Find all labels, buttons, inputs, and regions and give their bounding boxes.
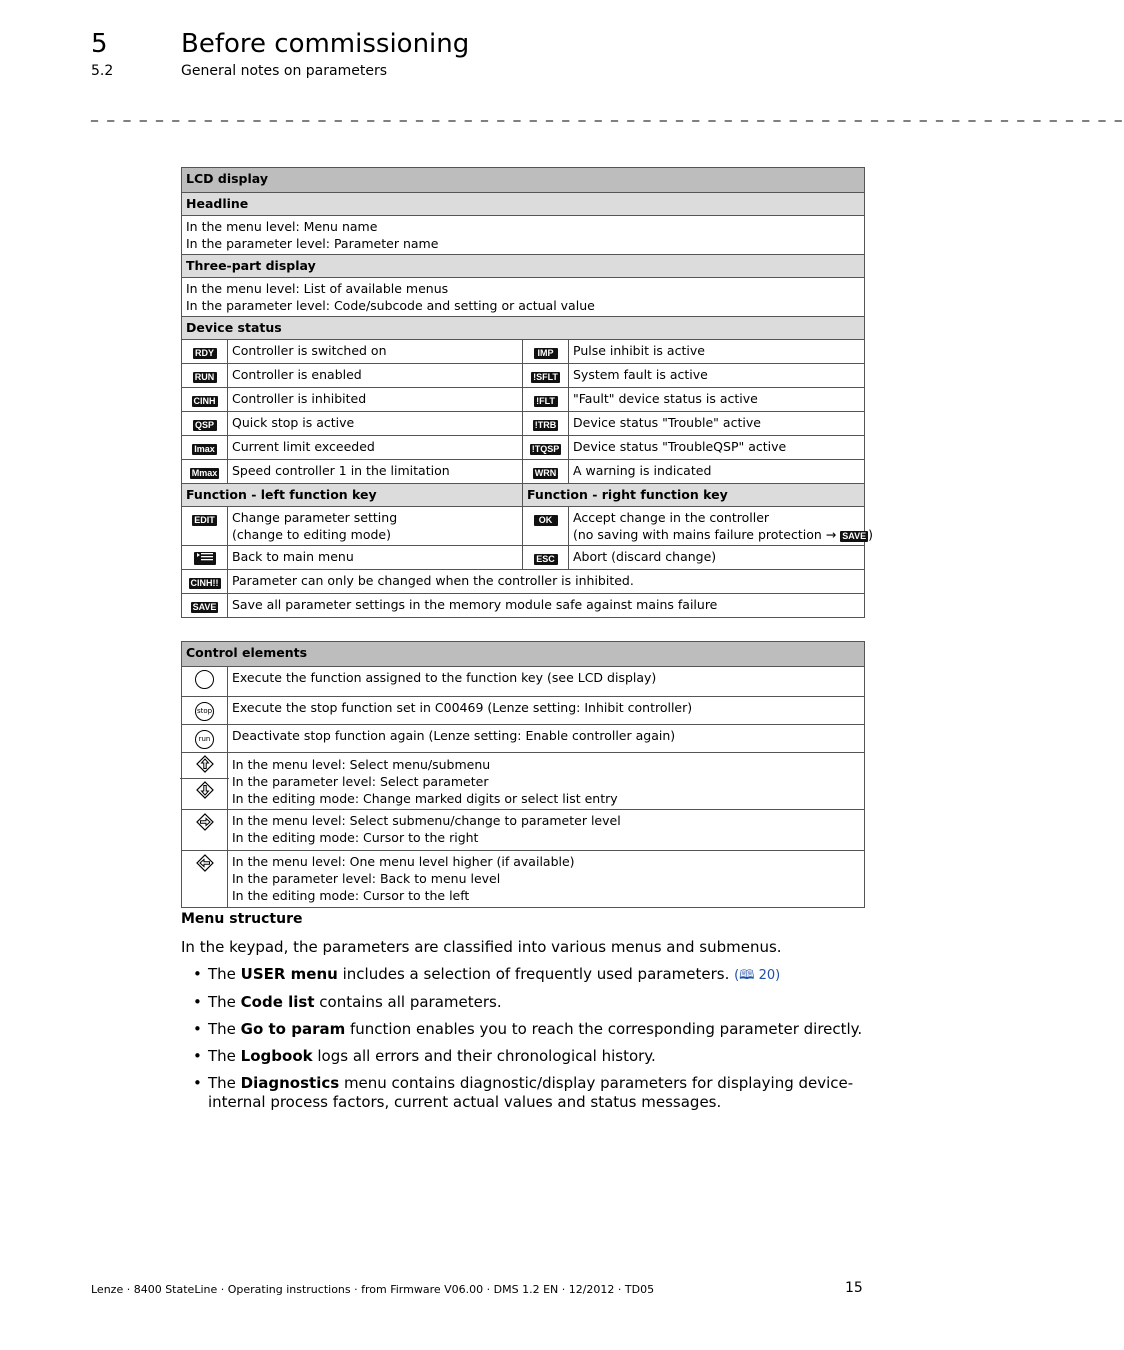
item-post: logs all errors and their chronological history. xyxy=(312,1047,656,1065)
rdy-icon: RDY xyxy=(193,348,217,359)
item-post: includes a selection of frequently used parameters. xyxy=(337,965,735,983)
status-text: Quick stop is active xyxy=(228,412,523,436)
right-arrow-key-icon xyxy=(196,813,214,831)
status-row xyxy=(182,340,865,364)
status-row xyxy=(182,412,865,436)
control-table-title: Control elements xyxy=(182,642,865,667)
function-key-icon xyxy=(195,670,214,689)
item-bold: USER menu xyxy=(240,965,338,983)
status-row xyxy=(182,364,865,388)
down-arrow-key-icon xyxy=(196,781,214,799)
ok-line: (no saving with mains failure protection → xyxy=(573,527,841,542)
control-desc: Deactivate stop function again (Lenze setting: Enable controller again) xyxy=(228,725,865,753)
fault-icon: !FLT xyxy=(534,396,558,407)
headline-desc xyxy=(182,216,865,255)
three-part-label: Three-part display xyxy=(182,255,865,278)
status-text: System fault is active xyxy=(569,364,865,388)
left-line: In the menu level: One menu level higher (if available) xyxy=(232,854,575,869)
status-text: Pulse inhibit is active xyxy=(569,340,865,364)
save-icon: SAVE xyxy=(842,531,867,541)
ok-desc xyxy=(569,507,873,546)
section-number: 5.2 xyxy=(91,63,114,79)
item-pre: The xyxy=(208,1074,241,1092)
updown-line: In the menu level: Select menu/submenu xyxy=(232,757,491,772)
page-reference-link[interactable]: (🕮 20) xyxy=(734,968,781,983)
item-bold: Code list xyxy=(240,993,315,1011)
left-line: In the parameter level: Back to menu level xyxy=(232,871,501,886)
trouble-icon: !TRB xyxy=(534,420,557,430)
imax-icon: Imax xyxy=(194,444,215,454)
status-text: Controller is enabled xyxy=(228,364,523,388)
run-key-icon: run xyxy=(195,730,214,749)
status-text: Current limit exceeded xyxy=(228,436,523,460)
esc-desc: Abort (discard change) xyxy=(569,546,865,570)
list-item xyxy=(193,1047,863,1066)
updown-desc xyxy=(228,753,865,810)
edit-desc xyxy=(228,507,523,546)
three-part-line: In the menu level: List of available menus xyxy=(186,281,449,296)
ok-icon: OK xyxy=(534,515,558,526)
control-desc: Execute the stop function set in C00469 (Lenze setting: Inhibit controller) xyxy=(228,697,865,725)
three-part-desc xyxy=(182,278,865,317)
right-desc xyxy=(228,810,865,851)
ok-line: Accept change in the controller xyxy=(573,510,770,525)
item-bold: Go to param xyxy=(240,1020,346,1038)
stop-key-icon: stop xyxy=(195,702,214,721)
status-text: Controller is inhibited xyxy=(228,388,523,412)
device-status-label: Device status xyxy=(182,317,865,340)
up-arrow-key-icon xyxy=(196,755,214,773)
trouble-qsp-icon: !TQSP xyxy=(531,444,560,454)
list-item xyxy=(193,1074,863,1112)
menu-list-icon xyxy=(194,552,216,565)
ok-line-end: ) xyxy=(868,527,873,542)
qsp-icon: QSP xyxy=(193,420,217,431)
footer-text: Lenze · 8400 StateLine · Operating instructions · from Firmware V06.00 · DMS 1.2 EN · 12/2012 · TD05 xyxy=(91,1283,655,1296)
left-arrow-key-icon xyxy=(196,854,214,872)
func-left-label: Function - left function key xyxy=(182,484,523,507)
header-separator: _ _ _ _ _ _ _ _ _ _ _ _ _ _ _ _ _ _ _ _ _ _ _ _ _ _ _ _ _ _ _ _ _ _ _ _ _ _ _ _ _ _ _ _ _ _ _ _ _ _ _ _ _ _ _ _ _ _ _ _ _ _ _ _ xyxy=(91,106,1124,122)
item-post: function enables you to reach the corresponding parameter directly. xyxy=(345,1020,863,1038)
left-desc xyxy=(228,851,865,908)
status-text: Speed controller 1 in the limitation xyxy=(228,460,523,484)
status-text: "Fault" device status is active xyxy=(569,388,865,412)
updown-line: In the editing mode: Change marked digits or select list entry xyxy=(232,791,618,806)
edit-icon: EDIT xyxy=(194,515,215,525)
list-item xyxy=(193,965,863,985)
status-text: Device status "Trouble" active xyxy=(569,412,865,436)
control-elements-table xyxy=(181,641,865,908)
run-icon: RUN xyxy=(193,372,217,383)
headline-label: Headline xyxy=(182,193,865,216)
item-post: menu contains diagnostic/display parameters for displaying device-internal process factors, current actual values and status messages. xyxy=(208,1074,854,1111)
cinh-inhibit-icon: CINH!! xyxy=(190,578,219,588)
imp-icon: IMP xyxy=(534,348,558,359)
status-row xyxy=(182,388,865,412)
item-pre: The xyxy=(208,1047,241,1065)
item-pre: The xyxy=(208,965,241,983)
lcd-display-table xyxy=(181,167,873,618)
left-line: In the editing mode: Cursor to the left xyxy=(232,888,470,903)
right-line: In the editing mode: Cursor to the right xyxy=(232,830,479,845)
item-bold: Logbook xyxy=(240,1047,313,1065)
status-text: Device status "TroubleQSP" active xyxy=(569,436,865,460)
chapter-title: Before commissioning xyxy=(181,29,470,59)
item-post: contains all parameters. xyxy=(314,993,502,1011)
list-item xyxy=(193,1020,863,1039)
list-item xyxy=(193,993,863,1012)
menu-structure-list xyxy=(193,965,863,1120)
status-text: A warning is indicated xyxy=(569,460,865,484)
status-text: Controller is switched on xyxy=(228,340,523,364)
updown-line: In the parameter level: Select parameter xyxy=(232,774,489,789)
right-line: In the menu level: Select submenu/change to parameter level xyxy=(232,813,621,828)
cinh-desc: Parameter can only be changed when the controller is inhibited. xyxy=(228,570,865,594)
status-row xyxy=(182,436,865,460)
section-title: General notes on parameters xyxy=(181,63,388,79)
edit-line: (change to editing mode) xyxy=(232,527,392,542)
system-fault-icon: !SFLT xyxy=(533,372,558,382)
item-pre: The xyxy=(208,1020,241,1038)
page-number: 15 xyxy=(845,1280,863,1296)
warning-icon: WRN xyxy=(534,468,557,478)
menu-structure-intro: In the keypad, the parameters are classified into various menus and submenus. xyxy=(181,938,782,956)
edit-line: Change parameter setting xyxy=(232,510,398,525)
headline-line: In the menu level: Menu name xyxy=(186,219,378,234)
headline-line: In the parameter level: Parameter name xyxy=(186,236,439,251)
menu-desc: Back to main menu xyxy=(228,546,523,570)
three-part-line: In the parameter level: Code/subcode and setting or actual value xyxy=(186,298,595,313)
mmax-icon: Mmax xyxy=(191,468,218,478)
status-row xyxy=(182,460,865,484)
item-pre: The xyxy=(208,993,241,1011)
func-right-label: Function - right function key xyxy=(523,484,865,507)
save-desc: Save all parameter settings in the memory module safe against mains failure xyxy=(228,594,865,618)
cinh-icon: CINH xyxy=(193,396,216,406)
menu-structure-title: Menu structure xyxy=(181,911,303,927)
item-bold: Diagnostics xyxy=(240,1074,340,1092)
chapter-number: 5 xyxy=(91,29,108,59)
lcd-table-title: LCD display xyxy=(182,168,865,193)
esc-icon: ESC xyxy=(534,554,558,565)
control-desc: Execute the function assigned to the function key (see LCD display) xyxy=(228,667,865,697)
save-icon: SAVE xyxy=(192,602,217,612)
